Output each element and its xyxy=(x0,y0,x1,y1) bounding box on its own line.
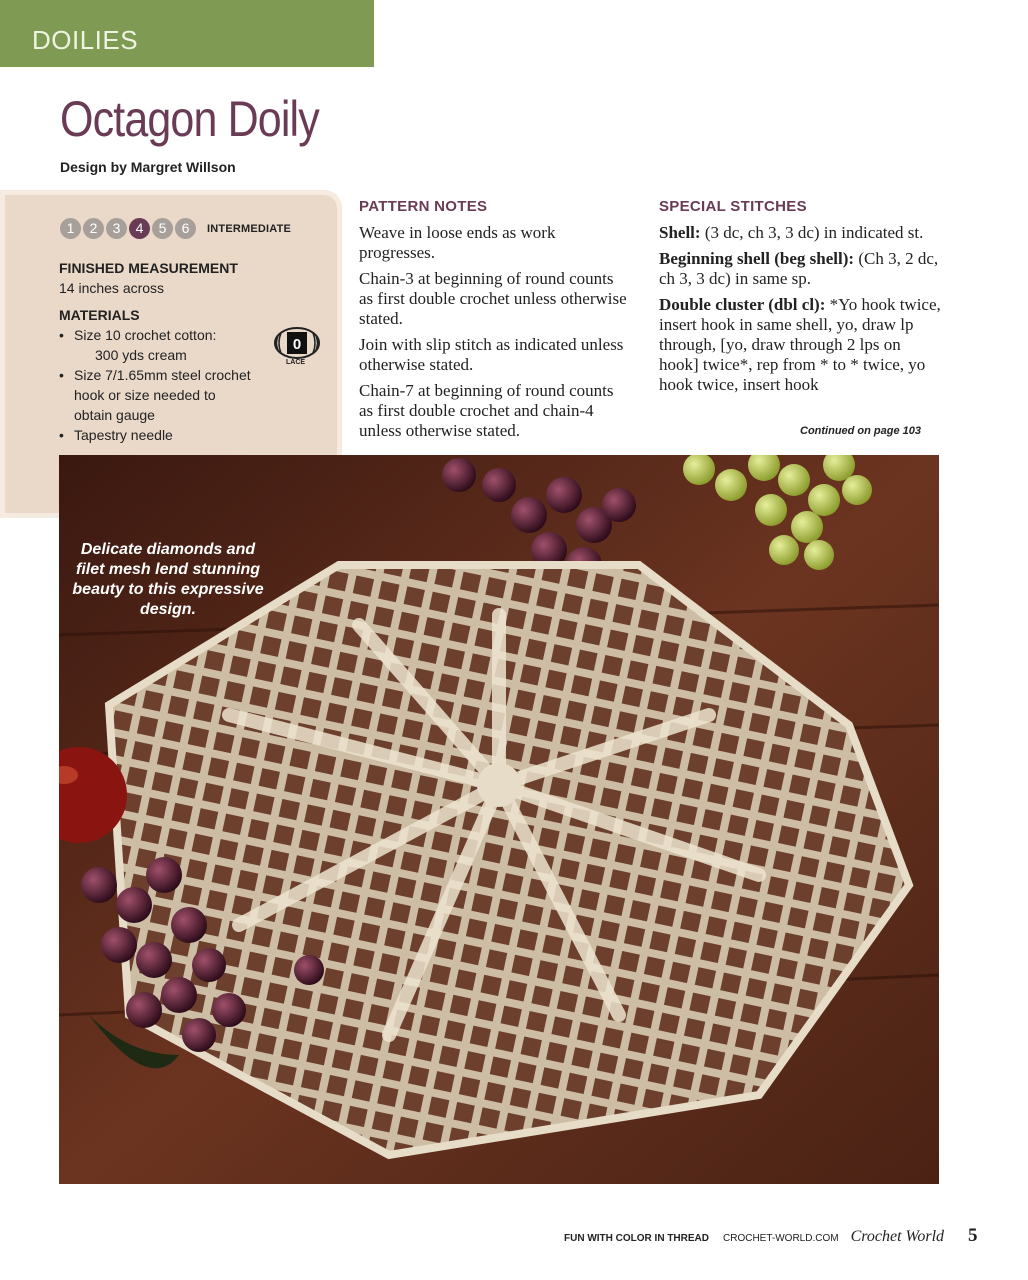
special-stitches-heading: SPECIAL STITCHES xyxy=(659,198,807,215)
finished-heading: FINISHED MEASUREMENT xyxy=(59,260,238,276)
yarn-weight-number: 0 xyxy=(292,336,302,353)
pattern-notes-heading: PATTERN NOTES xyxy=(359,198,488,215)
pattern-note: Chain-3 at beginning of round counts as first double crochet unless otherwise stated. xyxy=(359,269,627,328)
pattern-note: Join with slip stitch as indicated unless otherwise stated. xyxy=(359,335,624,374)
designer-byline: Design by Margret Willson xyxy=(60,159,236,175)
material-item: • Tapestry needle xyxy=(59,425,279,445)
yarn-weight-label: LACE xyxy=(286,359,306,366)
section-tab xyxy=(0,0,374,67)
section-label: DOILIES xyxy=(32,25,139,55)
continued-note: Continued on page 103 xyxy=(800,425,922,437)
skill-dot-1: 1 xyxy=(60,218,81,239)
stitch-definition: Double cluster (dbl cl): *Yo hook twice, insert hook in same shell, yo, draw lp through, [yo, draw through 2 lps on hook] twice*, rep from * to * twice, yo hook twice, insert hook xyxy=(659,295,941,394)
skill-dot-4-selected: 4 xyxy=(129,218,150,239)
materials-heading: MATERIALS xyxy=(59,307,140,323)
skill-level xyxy=(60,218,291,239)
material-item-cont: obtain gauge xyxy=(74,407,155,423)
finished-value: 14 inches across xyxy=(59,280,165,296)
page-number: 5 xyxy=(968,1225,978,1246)
skill-dot-6: 6 xyxy=(175,218,196,239)
special-stitches-body xyxy=(659,223,943,401)
skill-dot-2: 2 xyxy=(83,218,104,239)
stitch-definition: Beginning shell (beg shell): (Ch 3, 2 dc, ch 3, 3 dc) in same sp. xyxy=(659,249,939,288)
photo-caption: Delicate diamonds and filet mesh lend stunning beauty to this expressive design. xyxy=(72,541,264,618)
pattern-title: Octagon Doily xyxy=(60,91,319,147)
footer-tagline: FUN WITH COLOR IN THREAD xyxy=(564,1233,709,1244)
pattern-note: Chain-7 at beginning of round counts as first double crochet and chain-4 unless otherwise stated. xyxy=(359,381,614,440)
stitch-definition: Shell: (3 dc, ch 3, 3 dc) in indicated st. xyxy=(659,223,924,242)
material-item: • Size 10 crochet cotton: xyxy=(59,325,279,345)
material-item: • Size 7/1.65mm steel crochet xyxy=(59,365,279,385)
skill-level-label: INTERMEDIATE xyxy=(207,222,292,235)
pattern-note: Weave in loose ends as work progresses. xyxy=(359,223,556,262)
material-item-cont: 300 yds cream xyxy=(95,347,187,363)
page-footer xyxy=(564,1225,978,1247)
skill-dot-5: 5 xyxy=(152,218,173,239)
footer-website[interactable]: CROCHET-WORLD.COM xyxy=(723,1233,839,1244)
material-item-cont: hook or size needed to xyxy=(74,387,216,403)
footer-magazine: Crochet World xyxy=(850,1228,945,1245)
pattern-notes-body xyxy=(359,223,631,447)
skill-dot-3: 3 xyxy=(106,218,127,239)
materials-list xyxy=(59,325,279,445)
